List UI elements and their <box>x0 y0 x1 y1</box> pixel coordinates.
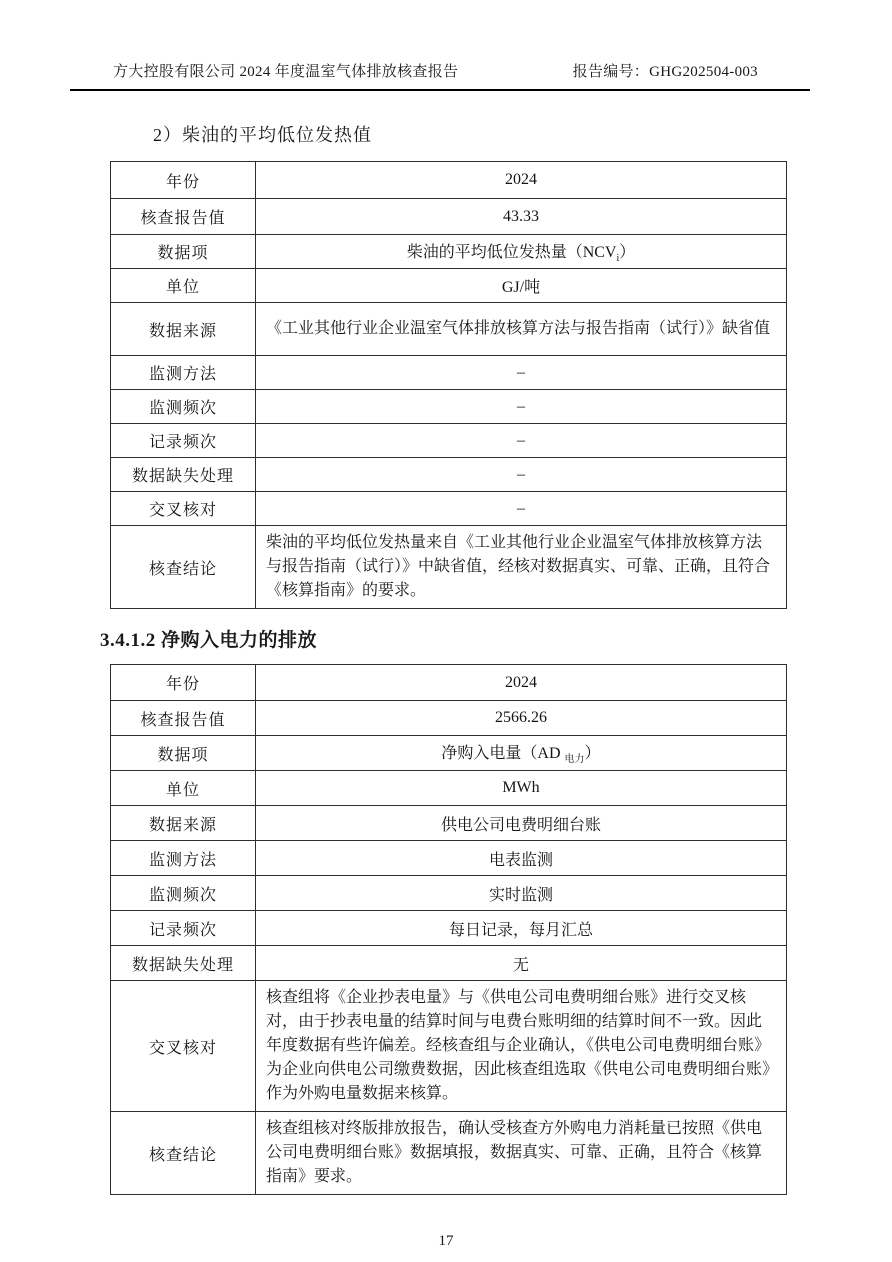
row-value: 《工业其他行业企业温室气体排放核算方法与报告指南（试行）》缺省值 <box>256 303 787 356</box>
row-value: GJ/吨 <box>256 269 787 303</box>
table-row <box>111 356 787 390</box>
value-subscript: 电力 <box>564 754 585 766</box>
table-row <box>111 235 787 269</box>
table-row <box>111 199 787 235</box>
diesel-table <box>110 161 787 609</box>
row-value: 柴油的平均低位发热量来自《工业其他行业企业温室气体排放核算方法与报告指南（试行）》中缺省值，经核对数据真实、可靠、正确，且符合《核算指南》的要求。 <box>256 526 787 609</box>
table-row <box>111 424 787 458</box>
row-value: 43.33 <box>256 199 787 235</box>
table-row <box>111 492 787 526</box>
table-row <box>111 841 787 876</box>
table-row <box>111 806 787 841</box>
row-value: 每日记录，每月汇总 <box>256 911 787 946</box>
value-text: ） <box>584 745 601 763</box>
table-row <box>111 981 787 1112</box>
table-row <box>111 771 787 806</box>
row-value: – <box>256 492 787 526</box>
section-title-electricity: 3.4.1.2 净购入电力的排放 <box>100 630 318 651</box>
table-row <box>111 1112 787 1195</box>
row-value: 2024 <box>256 162 787 199</box>
value-subscript: i <box>616 253 620 265</box>
value-text: 柴油的平均低位发热量（NCV <box>406 243 617 261</box>
header-title: 方大控股有限公司 2024 年度温室气体排放核查报告 <box>113 64 459 80</box>
table-row <box>111 269 787 303</box>
table-row <box>111 701 787 736</box>
row-value: 供电公司电费明细台账 <box>256 806 787 841</box>
row-label: 数据项 <box>111 736 256 771</box>
row-value: 实时监测 <box>256 876 787 911</box>
row-label: 数据来源 <box>111 303 256 356</box>
row-label: 年份 <box>111 665 256 701</box>
table-row <box>111 390 787 424</box>
table-row <box>111 736 787 771</box>
table-row <box>111 665 787 701</box>
row-value: 核查组将《企业抄表电量》与《供电公司电费明细台账》进行交叉核对，由于抄表电量的结算时间与电费台账明细的结算时间不一致。因此年度数据有些许偏差。经核查组与企业确认，《供电公司电费明细台账》为企业向供电公司缴费数据，因此核查组选取《供电公司电费明细台账》作为外购电量数据来核算。 <box>256 981 787 1112</box>
row-value: 电表监测 <box>256 841 787 876</box>
row-label: 单位 <box>111 269 256 303</box>
row-value: 核查组核对终版排放报告，确认受核查方外购电力消耗量已按照《供电公司电费明细台账》数据填报，数据真实、可靠、正确，且符合《核算指南》要求。 <box>256 1112 787 1195</box>
row-label: 交叉核对 <box>111 492 256 526</box>
row-value: 2566.26 <box>256 701 787 736</box>
section-title-diesel: 2）柴油的平均低位发热值 <box>153 125 372 145</box>
row-label: 交叉核对 <box>111 981 256 1112</box>
table-row <box>111 876 787 911</box>
row-label: 年份 <box>111 162 256 199</box>
row-value: – <box>256 424 787 458</box>
row-label: 监测方法 <box>111 841 256 876</box>
table-row <box>111 458 787 492</box>
row-label: 核查结论 <box>111 1112 256 1195</box>
value-text: 净购入电量（AD <box>441 745 565 763</box>
row-value: – <box>256 390 787 424</box>
row-label: 监测频次 <box>111 390 256 424</box>
row-label: 数据缺失处理 <box>111 458 256 492</box>
row-value <box>256 235 787 269</box>
row-label: 单位 <box>111 771 256 806</box>
row-label: 核查结论 <box>111 526 256 609</box>
row-label: 核查报告值 <box>111 701 256 736</box>
row-value: 2024 <box>256 665 787 701</box>
table-row <box>111 526 787 609</box>
row-label: 记录频次 <box>111 424 256 458</box>
table-row <box>111 911 787 946</box>
table-row <box>111 162 787 199</box>
row-value <box>256 736 787 771</box>
row-label: 监测方法 <box>111 356 256 390</box>
header-report-number: 报告编号：GHG202504-003 <box>572 64 758 80</box>
page-header <box>70 0 810 91</box>
row-value: MWh <box>256 771 787 806</box>
page-number: 17 <box>438 1233 454 1249</box>
table-row <box>111 303 787 356</box>
electricity-table <box>110 664 787 1195</box>
row-label: 记录频次 <box>111 911 256 946</box>
row-label: 监测频次 <box>111 876 256 911</box>
table-row <box>111 946 787 981</box>
row-value: – <box>256 356 787 390</box>
row-label: 核查报告值 <box>111 199 256 235</box>
row-label: 数据项 <box>111 235 256 269</box>
row-label: 数据来源 <box>111 806 256 841</box>
row-value: – <box>256 458 787 492</box>
row-label: 数据缺失处理 <box>111 946 256 981</box>
value-text: ） <box>619 243 636 261</box>
row-value: 无 <box>256 946 787 981</box>
